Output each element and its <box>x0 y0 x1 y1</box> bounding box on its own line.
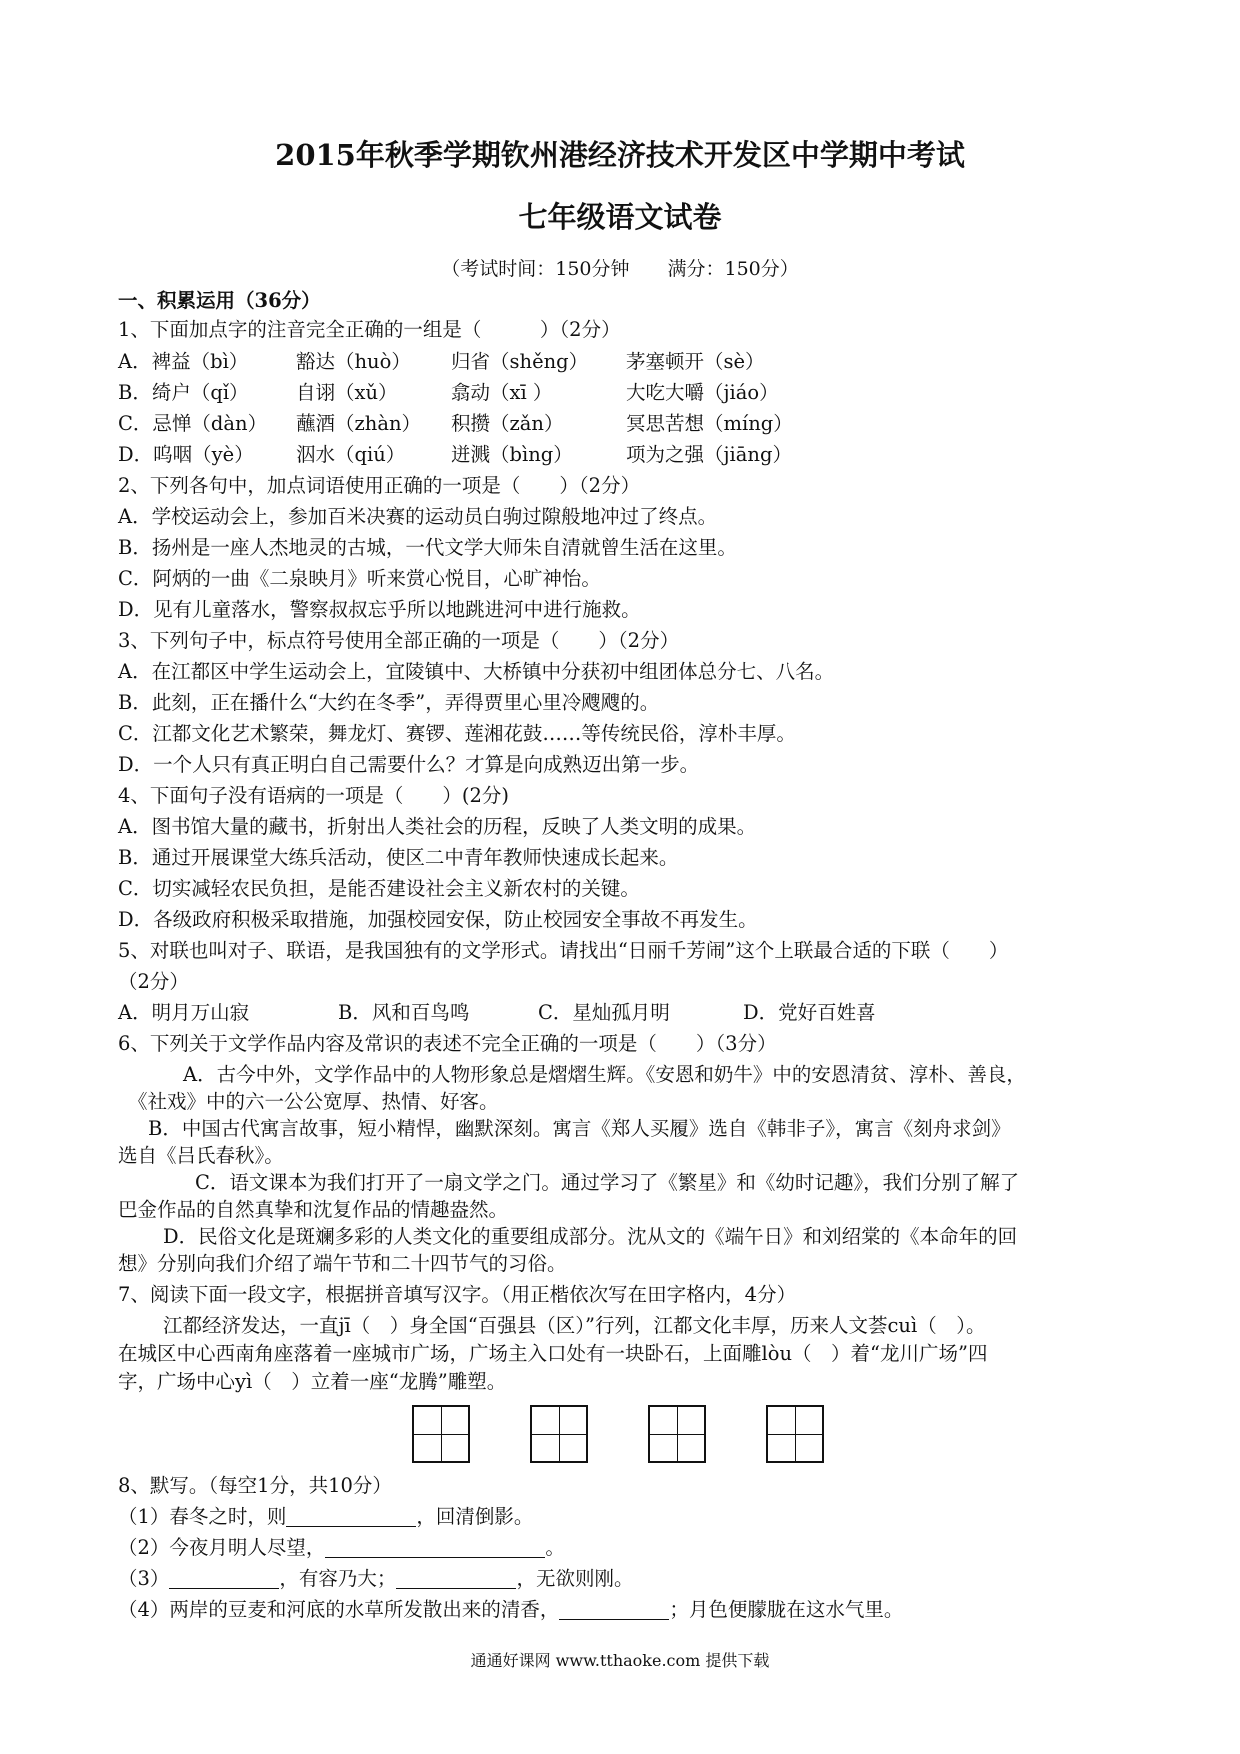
question-6-line: D．民俗文化是斑斓多彩的人类文化的重要组成部分。沈从文的《端午日》和刘绍棠的《本命年的回 <box>163 1225 1018 1248</box>
dictation-blank[interactable] <box>169 1568 279 1589</box>
question-2-option-d: D．见有儿童落水，警察叔叔忘乎所以地跳进河中进行施救。 <box>118 598 641 621</box>
option-cell: 泅水（qiú） <box>296 443 406 466</box>
question-6-line: 选自《吕氏春秋》。 <box>118 1144 284 1167</box>
dictation-text: ，回清倒影。 <box>416 1505 534 1528</box>
question-2-option-b: B．扬州是一座人杰地灵的古城，一代文学大师朱自清就曾生活在这里。 <box>118 536 737 559</box>
dictation-text: ；月色便朦胧在这水气里。 <box>669 1598 904 1621</box>
option-cell: D．党好百姓喜 <box>743 1001 876 1024</box>
dictation-text: ，无欲则刚。 <box>516 1567 634 1590</box>
dictation-blank[interactable] <box>286 1506 416 1527</box>
footer-source: 通通好课网 www.tthaoke.com 提供下载 <box>470 1651 770 1670</box>
dictation-text: （1）春冬之时，则 <box>118 1505 287 1528</box>
dictation-item-3 <box>118 1566 633 1592</box>
question-3-stem: 3、下列句子中，标点符号使用全部正确的一项是（ ）（2分） <box>118 629 680 652</box>
question-6-line: 巴金作品的自然真挚和沈复作品的情趣盎然。 <box>118 1198 509 1221</box>
question-3-option-d: D．一个人只有真正明白自己需要什么？才算是向成熟迈出第一步。 <box>118 753 700 776</box>
option-cell: 翕动（xī ） <box>451 381 553 404</box>
question-7-line: 江都经济发达，一直jī（ ）身全国“百强县（区）”行列，江都文化丰厚，历来人文荟cuì（ ）。 <box>163 1314 986 1337</box>
option-cell: B．风和百鸟鸣 <box>338 1001 470 1024</box>
question-1-option-row <box>118 411 793 437</box>
question-2-option-a: A．学校运动会上，参加百米决赛的运动员白驹过隙般地冲过了终点。 <box>118 505 718 528</box>
question-1-stem: 1、下面加点字的注音完全正确的一组是（ ）（2分） <box>118 318 621 341</box>
question-2-stem: 2、下列各句中，加点词语使用正确的一项是（ ）（2分） <box>118 474 641 497</box>
dictation-text: （3） <box>118 1567 170 1590</box>
option-cell: 豁达（huò） <box>296 350 411 373</box>
question-7-stem: 7、阅读下面一段文字，根据拼音填写汉字。（用正楷依次写在田字格内，4分） <box>118 1283 797 1306</box>
question-4-option-a: A．图书馆大量的藏书，折射出人类社会的历程，反映了人类文明的成果。 <box>118 815 757 838</box>
question-7-line: 在城区中心西南角座落着一座城市广场，广场主入口处有一块卧石，上面雕lòu（ ）着“龙川广场”四 <box>118 1342 988 1365</box>
question-6-line: B．中国古代寓言故事，短小精悍，幽默深刻。寓言《郑人买履》选自《韩非子》，寓言《刻舟求剑》 <box>148 1117 1011 1140</box>
question-5-options <box>118 1000 876 1026</box>
option-cell: A．裨益（bì） <box>118 350 249 373</box>
option-cell: 冥思苦想（míng） <box>626 412 793 435</box>
dictation-blank[interactable] <box>396 1568 516 1589</box>
question-5-stem: 5、对联也叫对子、联语，是我国独有的文学形式。请找出“日丽千芳闹”这个上联最合适的下联（ ） <box>118 939 1009 962</box>
dictation-blank[interactable] <box>559 1599 669 1620</box>
dictation-text: 。 <box>545 1536 565 1559</box>
question-5-score: （2分） <box>118 970 189 993</box>
question-3-option-b: B．此刻，正在播什么“大约在冬季”，弄得贾里心里冷飕飕的。 <box>118 691 660 714</box>
question-4-option-c: C．切实减轻农民负担，是能否建设社会主义新农村的关键。 <box>118 877 640 900</box>
option-cell: D．呜咽（yè） <box>118 443 254 466</box>
option-cell: 茅塞顿开（sè） <box>626 350 765 373</box>
question-4-option-b: B．通过开展课堂大练兵活动，使区二中青年教师快速成长起来。 <box>118 846 679 869</box>
dictation-item-2 <box>118 1535 565 1561</box>
option-cell: 大吃大嚼（jiáo） <box>626 381 779 404</box>
option-cell: 积攒（zǎn） <box>451 412 564 435</box>
answer-grid-box[interactable] <box>530 1405 588 1463</box>
question-4-stem: 4、下面句子没有语病的一项是（ ）(2分) <box>118 784 510 807</box>
exam-title: 2015年秋季学期钦州港经济技术开发区中学期中考试 <box>275 138 965 172</box>
question-8-stem: 8、默写。（每空1分，共10分） <box>118 1474 392 1497</box>
question-1-option-row <box>118 442 792 468</box>
dictation-item-1 <box>118 1504 533 1530</box>
option-cell: 项为之强（jiāng） <box>626 443 792 466</box>
question-1-option-row <box>118 349 765 375</box>
option-cell: 归省（shěng） <box>451 350 589 373</box>
question-7-line: 字，广场中心yì（ ）立着一座“龙腾”雕塑。 <box>118 1370 507 1393</box>
option-cell: A．明月万山寂 <box>118 1001 250 1024</box>
question-6-line: 想》分别向我们介绍了端午节和二十四节气的习俗。 <box>118 1252 567 1275</box>
question-3-option-a: A．在江都区中学生运动会上，宜陵镇中、大桥镇中分获初中组团体总分七、八名。 <box>118 660 835 683</box>
dictation-text: ，有容乃大； <box>279 1567 397 1590</box>
question-6-line: C．语文课本为我们打开了一扇文学之门。通过学习了《繁星》和《幼时记趣》，我们分别了解了 <box>195 1171 1020 1194</box>
question-1-option-row <box>118 380 779 406</box>
dictation-text: （2）今夜月明人尽望， <box>118 1536 326 1559</box>
dictation-text: （4）两岸的豆麦和河底的水草所发散出来的清香， <box>118 1598 560 1621</box>
answer-grid-box[interactable] <box>648 1405 706 1463</box>
question-2-option-c: C．阿炳的一曲《二泉映月》听来赏心悦目，心旷神怡。 <box>118 567 601 590</box>
answer-grid-box[interactable] <box>412 1405 470 1463</box>
option-cell: B．绮户（qǐ） <box>118 381 249 404</box>
question-6-line: 《社戏》中的六一公公宽厚、热情、好客。 <box>128 1090 499 1113</box>
question-4-option-d: D．各级政府积极采取措施，加强校园安保，防止校园安全事故不再发生。 <box>118 908 758 931</box>
option-cell: C．忌惮（dàn） <box>118 412 268 435</box>
exam-meta: （考试时间：150分钟 满分：150分） <box>441 258 799 280</box>
dictation-blank[interactable] <box>325 1537 545 1558</box>
question-6-line: A．古今中外，文学作品中的人物形象总是熠熠生辉。《安恩和奶牛》中的安恩清贫、淳朴、善良， <box>183 1063 1026 1086</box>
section-heading: 一、积累运用（36分） <box>118 289 321 312</box>
option-cell: C．星灿孤月明 <box>538 1001 670 1024</box>
option-cell: 自诩（xǔ） <box>296 381 398 404</box>
answer-grid-box[interactable] <box>766 1405 824 1463</box>
option-cell: 蘸酒（zhàn） <box>296 412 422 435</box>
question-6-stem: 6、下列关于文学作品内容及常识的表述不完全正确的一项是（ ）（3分） <box>118 1032 777 1055</box>
option-cell: 迸溅（bìng） <box>451 443 573 466</box>
question-3-option-c: C．江都文化艺术繁荣，舞龙灯、赛锣、莲湘花鼓……等传统民俗，淳朴丰厚。 <box>118 722 796 745</box>
dictation-item-4 <box>118 1597 903 1623</box>
exam-subtitle: 七年级语文试卷 <box>518 200 722 234</box>
